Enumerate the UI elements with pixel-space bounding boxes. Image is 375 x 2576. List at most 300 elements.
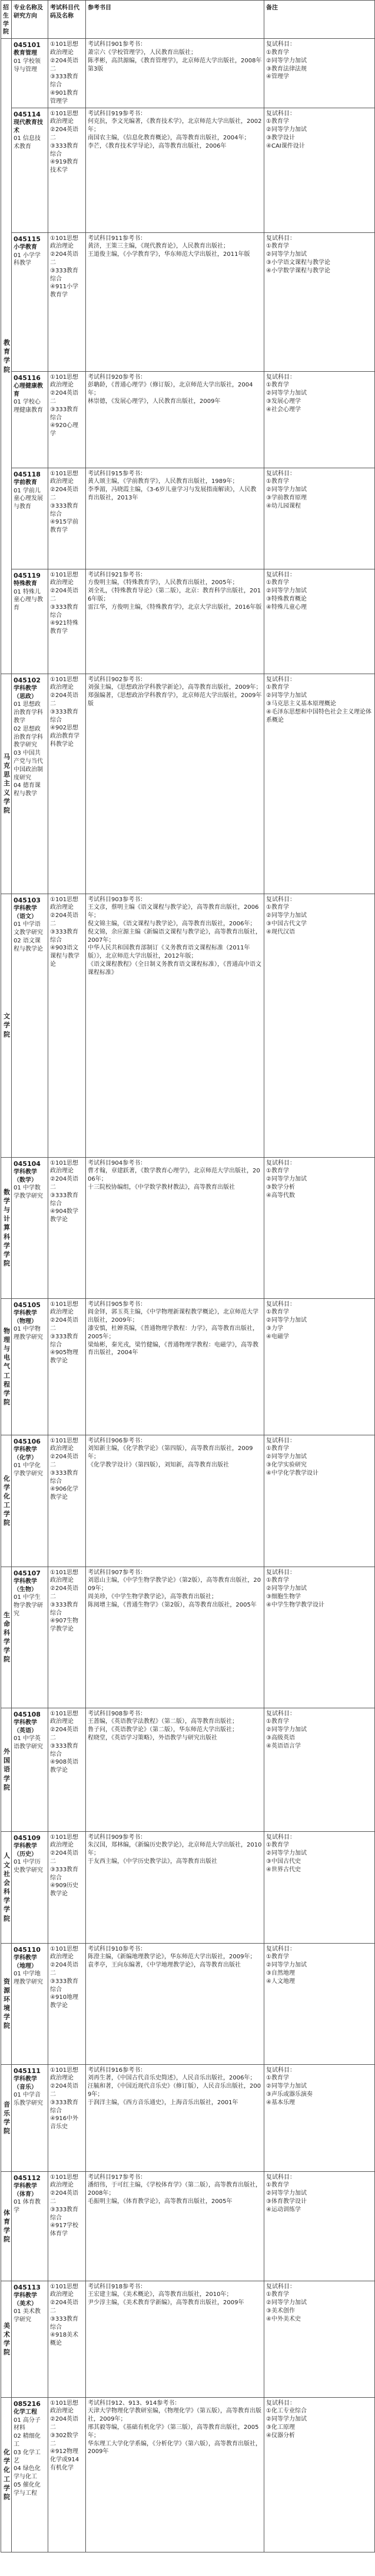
exam-subject: ③333教育综合 — [50, 1333, 79, 1348]
retest-subject: ④现代汉语 — [266, 928, 295, 935]
reference-book: 十三院校协编组，《中学数学教材教法》，高等教育出版社 — [88, 1184, 235, 1191]
retest-subject: ④高等代数 — [266, 1192, 295, 1199]
exam-subject: ①101思想政治理论 — [50, 1301, 79, 1316]
reference-book: 袁孝亭，王向东编著，《中学地理教学论》，高等教育出版社 — [88, 1962, 241, 1969]
exam-subject: ③333教育综合 — [50, 142, 79, 158]
research-direction: 01 小学学科教学 — [14, 252, 41, 267]
reference-book: 考试科目903参考书： — [88, 896, 147, 903]
header-college: 招生学院 — [1, 1, 12, 39]
retest-subjects-label: 复试科目： — [266, 1437, 296, 1444]
exam-subject: ③333教育综合 — [50, 406, 79, 421]
notes-cell — [264, 2171, 375, 2281]
major-name: 学科教学（化学） — [14, 1446, 37, 1461]
college-cell: 外国语学院 — [1, 1708, 12, 1831]
notes-cell — [264, 1298, 375, 1435]
retest-subject: ②同等学力加试 — [266, 2190, 307, 2197]
references-cell — [86, 108, 264, 232]
subjects-cell — [48, 1708, 86, 1831]
reference-book: 邢其毅等编，《基础有机化学》（第三版），高等教育出版社，2005年； — [88, 2424, 259, 2439]
retest-subject: ④中学生物学教学设计 — [266, 1601, 324, 1608]
research-direction: 01 中学历史教学研究 — [14, 1859, 43, 1874]
subjects-cell — [48, 1831, 86, 1943]
table-row — [1, 1831, 375, 1943]
major-code: 045114 — [14, 110, 41, 118]
exam-subject: ②204英语二 — [50, 1317, 79, 1332]
table-row — [1, 1708, 375, 1831]
notes-cell — [264, 1435, 375, 1567]
major-code: 045109 — [14, 1834, 41, 1842]
notes-cell — [264, 2397, 375, 2552]
references-cell — [86, 1831, 264, 1943]
exam-subject: ④910地理教学论 — [50, 1994, 79, 2010]
references-cell — [86, 1298, 264, 1435]
exam-subject: ②204英语二 — [50, 1585, 79, 1600]
major-code: 045112 — [14, 2174, 41, 2182]
college-cell: 体育学院 — [1, 2171, 12, 2281]
major-name: 学科教学（生物） — [14, 1578, 37, 1593]
reference-book: 考试科目904参考书： — [88, 1159, 147, 1167]
major-cell — [12, 371, 48, 468]
retest-subjects-label: 复试科目： — [266, 676, 296, 683]
reference-book: 于友西主编，《中学历史教学法》，高等教育出版社 — [88, 1858, 217, 1865]
retest-subjects-label: 复试科目： — [266, 2283, 296, 2290]
reference-book: 考试科目912、913、914参考书： — [88, 2400, 181, 2407]
major-name: 特殊教育 — [14, 580, 37, 587]
major-name: 学科教学（语文） — [14, 905, 37, 920]
exam-subject: ③333教育综合 — [50, 1978, 79, 1993]
major-code: 045118 — [14, 470, 41, 478]
retest-subject: ②同等学力加试 — [266, 1727, 307, 1734]
reference-book: 考试科目915参考书： — [88, 470, 147, 477]
major-name: 现代教育技术 — [14, 119, 43, 134]
retest-subject: ①教育学 — [266, 1445, 289, 1452]
retest-subject: ④人文地理 — [266, 1978, 295, 1985]
exam-subject: ①101思想政治理论 — [50, 110, 79, 125]
reference-book: 王宏建主编，《美术概论》，高等教育出版社，2010年； — [88, 2291, 233, 2298]
reference-book: 漆安慎，杜婵英编，《普通物理学教程：力学》，高等教育出版社，2005年； — [88, 1325, 258, 1340]
reference-book: 考试科目920参考书： — [88, 374, 147, 381]
major-cell — [12, 39, 48, 108]
exam-subject: ①101思想政治理论 — [50, 374, 79, 389]
exam-subject: ②204英语二 — [50, 2300, 79, 2314]
references-cell — [86, 1708, 264, 1831]
exam-subject: ③333教育综合 — [50, 267, 79, 282]
reference-book: 王道俊主编，《小学教育学》，华东师范大学出版社，2011年版 — [88, 251, 250, 258]
notes-cell — [264, 371, 375, 468]
retest-subjects-label: 复试科目： — [266, 1945, 296, 1952]
major-name: 学科教学（数学） — [14, 1168, 37, 1184]
college-cell: 教育学院 — [1, 39, 12, 674]
major-name: 学科教学（历史） — [14, 1842, 37, 1858]
major-name: 学科教学（思政） — [14, 685, 37, 700]
retest-subject: ④电磁学 — [266, 1333, 289, 1340]
retest-subject: ④CAI课件设计 — [266, 142, 305, 149]
retest-subjects-label: 复试科目： — [266, 2400, 296, 2407]
major-cell — [12, 1435, 48, 1567]
notes-cell — [264, 1943, 375, 2064]
major-code: 045113 — [14, 2283, 41, 2291]
retest-subject: ③发展心理学 — [266, 398, 301, 405]
retest-subject: ①教育学 — [266, 478, 289, 485]
retest-subject: ③数学分析 — [266, 1184, 295, 1191]
table-row — [1, 1943, 375, 2064]
retest-subject: ④幼儿园课程 — [266, 502, 301, 509]
exam-subject: ②204英语二 — [50, 1850, 79, 1865]
retest-subject: ④中外美术史 — [266, 2315, 301, 2322]
major-code: 045104 — [14, 1159, 41, 1168]
exam-subject: ③333教育综合 — [50, 502, 79, 518]
reference-book: 天津大学物理化学教研室编，《物理化学》（第五版），高等教育出版社，2009年； — [88, 2408, 261, 2423]
exam-subject: ④919教育技术学 — [50, 159, 79, 174]
notes-cell — [264, 1567, 375, 1708]
references-cell — [86, 2171, 264, 2281]
exam-subject: ③333教育综合 — [50, 708, 79, 724]
subjects-cell — [48, 1157, 86, 1298]
research-direction: 01 中学生物学教学研究 — [14, 1594, 43, 1617]
research-direction: 01 中学英语教学研究 — [14, 1735, 43, 1751]
exam-subject: ②204英语二 — [50, 486, 79, 501]
exam-subject: ④916中外音乐史 — [50, 2115, 79, 2131]
major-code: 045119 — [14, 571, 41, 579]
exam-subject: ①101思想政治理论 — [50, 896, 79, 911]
retest-subject: ③教育法律法规 — [266, 65, 307, 72]
reference-book: 刘恩山主编，《中学生物学教学论》（第2版），高等教育出版社，2009年； — [88, 1577, 261, 1592]
references-cell — [86, 894, 264, 1157]
exam-subject: ②204英语二 — [50, 2190, 79, 2205]
exam-subject: ①101思想政治理论 — [50, 1710, 79, 1725]
major-cell — [12, 1708, 48, 1831]
reference-book: 陈孝彬，高洪源编，《教育管理学》，北京师范大学出版社，2008年第3版 — [88, 57, 262, 72]
major-code: 045111 — [14, 2067, 41, 2075]
retest-subject: ③教学设计 — [266, 134, 295, 141]
college-cell: 物理与电气工程学院 — [1, 1298, 12, 1435]
research-direction: 01 高分子材料 — [14, 2417, 41, 2432]
reference-book: 刘知新主编，《化学教学论》（第四版），高等教育出版社，2009年； — [88, 1445, 253, 1461]
reference-book: 周美珍，《中学生物学教学论》，高等教育出版社； — [88, 1593, 217, 1600]
notes-cell — [264, 1708, 375, 1831]
major-name: 教育管理 — [14, 50, 37, 57]
table-row — [1, 894, 375, 1157]
notes-cell — [264, 468, 375, 569]
exam-subject: ②204英语二 — [50, 588, 79, 602]
exam-subject: ④907生物学教学论 — [50, 1618, 79, 1633]
retest-subject: ③自然地理 — [266, 1970, 295, 1977]
exam-subject: ③333教育综合 — [50, 604, 79, 619]
major-cell — [12, 1298, 48, 1435]
retest-subject: ④社会心理学 — [266, 406, 301, 413]
exam-subject: ②204英语二 — [50, 1176, 79, 1191]
references-cell — [86, 1157, 264, 1298]
reference-book: 考试科目906参考书： — [88, 1437, 147, 1444]
table-row — [1, 569, 375, 674]
table-row — [1, 1298, 375, 1435]
exam-subject: ③333教育综合 — [50, 1866, 79, 1881]
retest-subject: ④小学数学课程与教学论 — [266, 267, 330, 274]
major-cell — [12, 1943, 48, 2064]
exam-subject: ①101思想政治理论 — [50, 676, 79, 691]
major-cell — [12, 2397, 48, 2552]
table-row — [1, 232, 375, 371]
retest-subject: ②同等学力加试 — [266, 692, 307, 699]
subjects-cell — [48, 2397, 86, 2552]
college-cell: 美术学院 — [1, 2281, 12, 2397]
admissions-table — [1, 0, 375, 2552]
major-name: 学科教学（物理） — [14, 1309, 37, 1325]
reference-book: 华东理工大学化学系编，《分析化学》（第六版），高等教育出版社，2009年 — [88, 2440, 261, 2455]
retest-subject: ③力学 — [266, 1325, 283, 1332]
exam-subject: ②204英语二 — [50, 57, 79, 72]
exam-subject: ④915学前教育学 — [50, 519, 79, 534]
retest-subject: ③化工原理 — [266, 2424, 295, 2431]
major-cell — [12, 232, 48, 371]
retest-subject: ②同等学力加试 — [266, 390, 307, 397]
research-direction: 01 学校领导与管理 — [14, 58, 41, 73]
table-header-row — [1, 1, 375, 39]
retest-subjects-label: 复试科目： — [266, 1569, 296, 1576]
retest-subject: ③体育教学设计 — [266, 2198, 307, 2205]
major-name: 学科教学（音乐） — [14, 2075, 37, 2091]
reference-book: 考试科目901参考书： — [88, 41, 147, 48]
exam-subject: ②204英语二 — [50, 126, 79, 141]
college-cell: 化学化工学院 — [1, 2397, 12, 2552]
reference-book: 李季湄，冯晓霞主编，《3-6岁儿童学习与发展指南解读》，人民教育出版社，2013年 — [88, 486, 257, 501]
retest-subject: ②同等学力加试 — [266, 251, 307, 258]
major-cell — [12, 569, 48, 674]
exam-subject: ④911小学教育学 — [50, 284, 79, 299]
reference-book: 于润洋主编，《西方音乐通史》，上海音乐出版社，2001年 — [88, 2099, 238, 2106]
exam-subject: ③333教育综合 — [50, 1192, 79, 1207]
exam-subject: ②204英语二 — [50, 2416, 79, 2431]
table-row — [1, 2171, 375, 2281]
subjects-cell — [48, 1435, 86, 1567]
exam-subject: ④904数学教学论 — [50, 1208, 79, 1224]
exam-subject: ④920心理学 — [50, 422, 79, 438]
retest-subject: ①教育学 — [266, 1577, 289, 1584]
notes-cell — [264, 569, 375, 674]
exam-subject: ④918美术概论 — [50, 2332, 79, 2347]
reference-book: 南国农主编，《信息化教育概论》，高等教育出版社，2004年； — [88, 134, 250, 141]
exam-subject: ①101思想政治理论 — [50, 2400, 79, 2415]
references-cell — [86, 2397, 264, 2552]
reference-book: 王文彦，蔡明主编《语文课程与教学论》，高等教育出版社，2006年； — [88, 904, 259, 919]
reference-book: 陈澄主编，《新编地理教学论》，华东师范大学出版社，2009年； — [88, 1954, 256, 1961]
retest-subject: ②同等学力加试 — [266, 912, 307, 919]
reference-book: 考试科目918参考书： — [88, 2283, 147, 2290]
retest-subject: ④仪器分析 — [266, 2432, 295, 2439]
references-cell — [86, 674, 264, 894]
major-code: 045116 — [14, 374, 41, 382]
retest-subject: ③马克思主义基本原理概论 — [266, 700, 336, 707]
major-code: 045105 — [14, 1301, 41, 1309]
exam-subject: ①101思想政治理论 — [50, 1569, 79, 1584]
college-cell: 音乐学院 — [1, 2064, 12, 2171]
retest-subject: ①教育学 — [266, 1309, 289, 1316]
retest-subject: ①教育学 — [266, 49, 289, 56]
retest-subject: ②同等学力加试 — [266, 1585, 307, 1592]
reference-book: 黄济，王策三主编，《现代教育论》，人民教育出版社； — [88, 243, 229, 250]
header-references: 参考书目 — [86, 1, 264, 39]
notes-cell — [264, 894, 375, 1157]
major-code: 045110 — [14, 1945, 41, 1954]
retest-subject: ③化学实验研究 — [266, 1461, 307, 1468]
subjects-cell — [48, 468, 86, 569]
college-cell: 生命科学学院 — [1, 1567, 12, 1708]
reference-book: 萧宗六《学校管理学》，人民教育出版社； — [88, 49, 197, 56]
exam-subject: ③302数学二 — [50, 2432, 79, 2447]
exam-subject: ③333教育综合 — [50, 1469, 79, 1485]
reference-book: 倪文锦，余应源主编《新编语文课程与教学论》，高等教育出版社，2007年； — [88, 928, 261, 944]
table-row — [1, 674, 375, 894]
retest-subject: ①教育学 — [266, 243, 289, 250]
research-direction: 01 中学音乐教学研究 — [14, 2092, 43, 2107]
subjects-cell — [48, 2171, 86, 2281]
reference-book: 鲁子问，《英语教学论》（第二版），华东师范大学出版社； — [88, 1727, 238, 1734]
college-cell: 文学院 — [1, 894, 12, 1157]
reference-book: 李芒，《教育技术学导论》，高等教育出版社，2006年 — [88, 142, 227, 149]
major-cell — [12, 674, 48, 894]
retest-subject: ④中学化学教学设计 — [266, 1469, 318, 1477]
reference-book: 刘再生著，《中国古代音乐史简述》，人民音乐出版社，2006年； — [88, 2075, 256, 2082]
exam-subject: ①101思想政治理论 — [50, 1159, 79, 1175]
header-subjects: 考试科目代码及名称 — [48, 1, 86, 39]
major-code: 045102 — [14, 676, 41, 684]
reference-book: 考试科目910参考书： — [88, 1945, 147, 1952]
retest-subject: ④毛泽东思想和中国特色社会主义理论体系概论 — [266, 708, 371, 724]
exam-subject: ①101思想政治理论 — [50, 1437, 79, 1452]
exam-subject: ②204英语二 — [50, 1962, 79, 1977]
retest-subject: ③中国古代史 — [266, 1858, 301, 1865]
retest-subject: ③小学语文课程与教学论 — [266, 259, 330, 266]
reference-book: 考试科目917参考书： — [88, 2174, 147, 2181]
retest-subjects-label: 复试科目： — [266, 374, 296, 381]
major-name: 学科教学（体育） — [14, 2182, 37, 2198]
college-cell: 马克思主义学院 — [1, 674, 12, 894]
subjects-cell — [48, 371, 86, 468]
reference-book: 考试科目919参考书： — [88, 110, 147, 117]
retest-subject: ②同等学力加试 — [266, 1317, 307, 1324]
exam-subject: ③333教育综合 — [50, 1601, 79, 1617]
retest-subjects-label: 复试科目： — [266, 235, 296, 242]
retest-subject: ③美术创作 — [266, 2307, 295, 2314]
retest-subject: ③学前教育原理 — [266, 494, 307, 501]
exam-subject: ④901教育管理学 — [50, 89, 79, 105]
reference-book: 何克抗，李文光编著，《教育技术学》，北京师范大学出版社，2002年； — [88, 118, 262, 134]
exam-subject: ③333教育综合 — [50, 928, 79, 944]
major-name: 学科教学（英语） — [14, 1719, 37, 1734]
reference-book: 《化学教学设计》（第四版），刘知新，高等教育出版社 — [88, 1461, 229, 1468]
major-cell — [12, 468, 48, 569]
retest-subject: ③细胞生物学 — [266, 1593, 301, 1600]
reference-book: 《语文课程教程》（全日制义务教育语文课程标准），《普通高中语文课程标准》 — [88, 961, 261, 976]
retest-subject: ②同等学力加试 — [266, 1454, 307, 1461]
retest-subjects-label: 复试科目： — [266, 571, 296, 578]
research-direction: 03 中国共产党与当代中国政治制度研究 — [14, 750, 43, 781]
subjects-cell — [48, 1943, 86, 2064]
major-cell — [12, 108, 48, 232]
retest-subjects-label: 复试科目： — [266, 896, 296, 903]
research-direction: 01 中学语文教学研究 — [14, 921, 43, 937]
retest-subject: ④运动训练学 — [266, 2206, 301, 2213]
notes-cell — [264, 2281, 375, 2397]
reference-book: 郑强编著，《思想政治学科教育学》，北京师范大学出版社，2009年版 — [88, 692, 262, 707]
notes-cell — [264, 1157, 375, 1298]
retest-subjects-label: 复试科目： — [266, 1834, 296, 1841]
subjects-cell — [48, 108, 86, 232]
major-code: 045115 — [14, 235, 41, 243]
research-direction: 01 美术教学研究 — [14, 2308, 41, 2324]
reference-book: 王蔷编，《英语教学法教程》（第二版），高等教育出版社； — [88, 1718, 238, 1725]
exam-subject: ①101思想政治理论 — [50, 470, 79, 485]
retest-subject: ①教育学 — [266, 2075, 289, 2082]
table-row — [1, 2064, 375, 2171]
retest-subject: ①教育学 — [266, 118, 289, 125]
reference-book: 中华人民共和国教育部制订《义务教育语文课程标准（2011年版）》，北京师范大学出版社，2012年版； — [88, 945, 250, 960]
exam-subject: ④921特殊教育学 — [50, 620, 79, 635]
research-direction: 01 中学地理教学研究 — [14, 1971, 43, 1986]
exam-subject: ④903语文课程与教学论 — [50, 945, 79, 968]
major-name: 心理健康教育 — [14, 382, 43, 398]
research-direction: 01 体育教学 — [14, 2199, 41, 2214]
subjects-cell — [48, 674, 86, 894]
research-direction: 02 语文课程与教学论 — [14, 937, 43, 952]
exam-subject: ②204英语二 — [50, 912, 79, 927]
retest-subjects-label: 复试科目： — [266, 470, 296, 477]
reference-book: 考试科目902参考书： — [88, 676, 147, 683]
research-direction: 01 中学数学教学研究 — [14, 1185, 43, 1200]
retest-subject: ②同等学力加试 — [266, 1176, 307, 1183]
research-direction: 01 信息技术教育 — [14, 135, 41, 151]
reference-book: 考试科目905参考书： — [88, 1301, 147, 1308]
major-code: 045106 — [14, 1437, 41, 1445]
exam-subject: ①101思想政治理论 — [50, 571, 79, 586]
reference-book: 倪文锦主编，《语文课程与教学论》，高等教育出版社，2006年； — [88, 920, 256, 927]
retest-subject: ④世界古代史 — [266, 1866, 301, 1873]
table-row — [1, 108, 375, 232]
research-direction: 04 德育课程与教学 — [14, 782, 41, 798]
retest-subjects-label: 复试科目： — [266, 41, 296, 48]
table-row — [1, 2281, 375, 2397]
reference-book: 考试科目908参考书： — [88, 1710, 147, 1717]
exam-subject: ②204英语二 — [50, 251, 79, 266]
major-cell — [12, 2064, 48, 2171]
major-cell — [12, 894, 48, 1157]
research-direction: 01 思想政治教育学科教学 — [14, 701, 43, 724]
subjects-cell — [48, 1298, 86, 1435]
retest-subject: ①教育学 — [266, 382, 289, 389]
exam-subject: ③333教育综合 — [50, 2315, 79, 2331]
exam-subject: ①101思想政治理论 — [50, 2283, 79, 2298]
major-name: 小学教育 — [14, 244, 37, 251]
major-name: 学科教学（地理） — [14, 1954, 37, 1970]
retest-subject: ④管理学 — [266, 74, 289, 81]
exam-subject: ④908英语教学论 — [50, 1759, 79, 1774]
table-row — [1, 1157, 375, 1298]
exam-subject: ②204英语二 — [50, 1727, 79, 1741]
exam-subject: ③333教育综合 — [50, 2099, 79, 2114]
subjects-cell — [48, 2064, 86, 2171]
notes-cell — [264, 39, 375, 108]
college-cell: 资源环境学院 — [1, 1943, 12, 2064]
subjects-cell — [48, 2281, 86, 2397]
subjects-cell — [48, 1567, 86, 1708]
research-direction: 02 思想政治教育学科教学研究 — [14, 725, 43, 749]
exam-subject: ①101思想政治理论 — [50, 235, 79, 250]
major-name: 学前教育 — [14, 479, 37, 486]
retest-subject: ②同等学力加试 — [266, 2300, 307, 2307]
table-row — [1, 39, 375, 108]
research-direction: 01 中学化学教学研究 — [14, 1462, 43, 1478]
reference-book: 考试科目911参考书： — [88, 235, 147, 242]
